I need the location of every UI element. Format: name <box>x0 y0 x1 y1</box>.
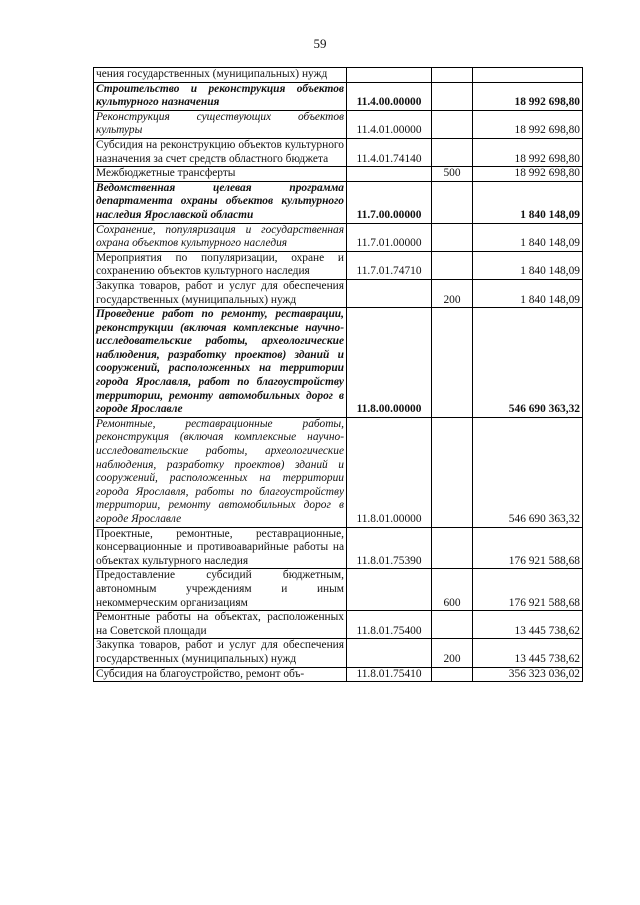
row-expense-type-cell <box>432 138 473 166</box>
row-code-cell <box>347 279 432 307</box>
row-sum-cell: 176 921 588,68 <box>473 569 583 611</box>
row-expense-type-cell <box>432 110 473 138</box>
row-code-cell: 11.4.00.00000 <box>347 82 432 110</box>
table-row <box>94 639 583 667</box>
row-name-cell: Закупка товаров, работ и услуг для обеспечения государственных (муниципальных) нужд <box>94 639 347 667</box>
row-code-cell: 11.4.01.00000 <box>347 110 432 138</box>
row-name-cell: Реконструкция существующих объектов культуры <box>94 110 347 138</box>
table-row <box>94 251 583 279</box>
row-name-cell: Сохранение, популяризация и государственная охрана объектов культурного наследия <box>94 223 347 251</box>
row-sum-cell: 1 840 148,09 <box>473 279 583 307</box>
table-row <box>94 569 583 611</box>
row-code-cell <box>347 167 432 182</box>
row-expense-type-cell <box>432 527 473 569</box>
row-code-cell <box>347 639 432 667</box>
table-row <box>94 167 583 182</box>
row-sum-cell: 176 921 588,68 <box>473 527 583 569</box>
row-code-cell: 11.7.00.00000 <box>347 181 432 223</box>
page-number: 59 <box>313 36 327 51</box>
table-row <box>94 279 583 307</box>
row-code-cell: 11.8.01.00000 <box>347 417 432 527</box>
row-expense-type-cell <box>432 181 473 223</box>
row-expense-type-cell: 200 <box>432 279 473 307</box>
row-expense-type-cell <box>432 667 473 682</box>
row-code-cell: 11.7.01.00000 <box>347 223 432 251</box>
table-row <box>94 223 583 251</box>
row-sum-cell: 18 992 698,80 <box>473 82 583 110</box>
row-code-cell: 11.8.01.75410 <box>347 667 432 682</box>
row-name-cell: чения государственных (муниципальных) нужд <box>94 68 347 83</box>
row-sum-cell: 1 840 148,09 <box>473 181 583 223</box>
table-row <box>94 667 583 682</box>
row-name-cell: Субсидия на реконструкцию объектов культурного назначения за счет средств областного бюджета <box>94 138 347 166</box>
budget-table-body <box>94 68 583 682</box>
row-expense-type-cell: 600 <box>432 569 473 611</box>
row-sum-cell: 546 690 363,32 <box>473 308 583 418</box>
row-name-cell: Строительство и реконструкция объектов культурного назначения <box>94 82 347 110</box>
row-name-cell: Закупка товаров, работ и услуг для обеспечения государственных (муниципальных) нужд <box>94 279 347 307</box>
table-row <box>94 308 583 418</box>
row-code-cell <box>347 68 432 83</box>
row-code-cell: 11.8.01.75390 <box>347 527 432 569</box>
table-row <box>94 181 583 223</box>
row-sum-cell: 1 840 148,09 <box>473 223 583 251</box>
row-code-cell: 11.7.01.74710 <box>347 251 432 279</box>
row-name-cell: Межбюджетные трансферты <box>94 167 347 182</box>
table-row <box>94 138 583 166</box>
row-expense-type-cell <box>432 417 473 527</box>
row-code-cell <box>347 569 432 611</box>
row-expense-type-cell <box>432 82 473 110</box>
row-name-cell: Проектные, ремонтные, реставрационные, консервационные и противоаварийные работы на объектах культурного наследия <box>94 527 347 569</box>
row-sum-cell: 1 840 148,09 <box>473 251 583 279</box>
row-name-cell: Ремонтные работы на объектах, расположенных на Советской площади <box>94 611 347 639</box>
row-name-cell: Мероприятия по популяризации, охране и сохранению объектов культурного наследия <box>94 251 347 279</box>
row-name-cell: Субсидия на благоустройство, ремонт объ- <box>94 667 347 682</box>
row-expense-type-cell <box>432 308 473 418</box>
row-expense-type-cell <box>432 223 473 251</box>
row-code-cell: 11.8.01.75400 <box>347 611 432 639</box>
row-name-cell: Ремонтные, реставрационные работы, реконструкция (включая комплексные научно-исследовательские работы, археологические наблюдения, разработку проектов) зданий и сооружений, расположенных на территории города Ярославля, работы по благоустройству территории, ремонту автомобильных дорог в городе Ярославле <box>94 417 347 527</box>
table-row <box>94 611 583 639</box>
budget-table <box>93 67 583 682</box>
row-sum-cell: 13 445 738,62 <box>473 611 583 639</box>
row-expense-type-cell: 500 <box>432 167 473 182</box>
row-sum-cell: 546 690 363,32 <box>473 417 583 527</box>
row-code-cell: 11.8.00.00000 <box>347 308 432 418</box>
row-name-cell: Проведение работ по ремонту, реставрации, реконструкции (включая комплексные научно-исследовательские работы, археологические наблюдения, разработку проектов) зданий и сооружений, расположенных на территории города Ярославля, работ по благоустройству территории, ремонту автомобильных дорог в городе Ярославле <box>94 308 347 418</box>
row-expense-type-cell <box>432 68 473 83</box>
table-row <box>94 68 583 83</box>
row-sum-cell <box>473 68 583 83</box>
row-expense-type-cell: 200 <box>432 639 473 667</box>
row-name-cell: Предоставление субсидий бюджетным, автономным учреждениям и иным некоммерческим организациям <box>94 569 347 611</box>
row-code-cell: 11.4.01.74140 <box>347 138 432 166</box>
table-row <box>94 527 583 569</box>
table-row <box>94 110 583 138</box>
row-sum-cell: 18 992 698,80 <box>473 167 583 182</box>
table-row <box>94 417 583 527</box>
row-name-cell: Ведомственная целевая программа департамента охраны объектов культурного наследия Ярославской области <box>94 181 347 223</box>
row-sum-cell: 18 992 698,80 <box>473 110 583 138</box>
row-sum-cell: 356 323 036,02 <box>473 667 583 682</box>
table-row <box>94 82 583 110</box>
row-sum-cell: 18 992 698,80 <box>473 138 583 166</box>
row-expense-type-cell <box>432 611 473 639</box>
row-expense-type-cell <box>432 251 473 279</box>
row-sum-cell: 13 445 738,62 <box>473 639 583 667</box>
